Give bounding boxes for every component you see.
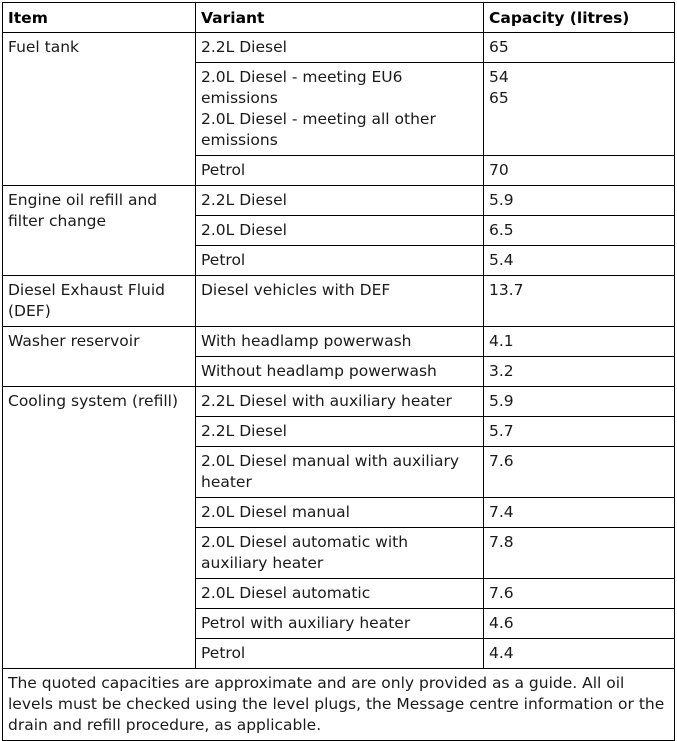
capacity-line: 54	[489, 68, 509, 86]
variant-cell: Without headlamp powerwash	[196, 357, 484, 387]
capacity-cell: 5.9	[484, 387, 675, 417]
variant-cell: Petrol	[196, 246, 484, 276]
capacity-cell: 5.9	[484, 186, 675, 216]
variant-cell	[196, 63, 484, 156]
capacity-cell: 7.8	[484, 528, 675, 579]
variant-line: 2.0L Diesel - meeting EU6 emissions	[201, 68, 403, 107]
item-fuel-tank: Fuel tank	[3, 33, 196, 186]
variant-cell: Petrol	[196, 639, 484, 669]
variant-cell: 2.2L Diesel	[196, 417, 484, 447]
capacity-cell: 4.6	[484, 609, 675, 639]
item-def: Diesel Exhaust Fluid (DEF)	[3, 276, 196, 327]
capacity-line: 65	[489, 89, 509, 107]
header-row	[3, 3, 675, 33]
header-item: Item	[3, 3, 196, 33]
header-variant: Variant	[196, 3, 484, 33]
capacity-cell: 6.5	[484, 216, 675, 246]
variant-cell: Diesel vehicles with DEF	[196, 276, 484, 327]
capacity-cell: 7.6	[484, 447, 675, 498]
variant-cell: 2.0L Diesel	[196, 216, 484, 246]
capacity-cell	[484, 63, 675, 156]
capacity-cell: 4.1	[484, 327, 675, 357]
variant-cell: 2.2L Diesel	[196, 186, 484, 216]
capacity-cell: 4.4	[484, 639, 675, 669]
capacities-table	[2, 2, 675, 741]
capacity-cell: 70	[484, 156, 675, 186]
capacity-cell: 5.4	[484, 246, 675, 276]
table-row	[3, 186, 675, 216]
capacity-cell: 7.6	[484, 579, 675, 609]
capacities-note: The quoted capacities are approximate and are only provided as a guide. All oil levels must be checked using the level plugs, the Message centre information or the drain and refill procedure, as applicable.	[3, 669, 675, 741]
item-cooling-system: Cooling system (refill)	[3, 387, 196, 669]
capacity-cell: 65	[484, 33, 675, 63]
note-row	[3, 669, 675, 741]
variant-cell: 2.0L Diesel automatic	[196, 579, 484, 609]
variant-cell: 2.0L Diesel automatic with auxiliary heater	[196, 528, 484, 579]
item-washer-reservoir: Washer reservoir	[3, 327, 196, 387]
item-engine-oil: Engine oil refill and filter change	[3, 186, 196, 276]
variant-cell: 2.2L Diesel with auxiliary heater	[196, 387, 484, 417]
capacity-cell: 3.2	[484, 357, 675, 387]
variant-cell: With headlamp powerwash	[196, 327, 484, 357]
variant-cell: Petrol with auxiliary heater	[196, 609, 484, 639]
variant-cell: Petrol	[196, 156, 484, 186]
table-row	[3, 33, 675, 63]
variant-cell: 2.2L Diesel	[196, 33, 484, 63]
table-row	[3, 276, 675, 327]
variant-cell: 2.0L Diesel manual with auxiliary heater	[196, 447, 484, 498]
header-capacity: Capacity (litres)	[484, 3, 675, 33]
table-row	[3, 387, 675, 417]
variant-line: 2.0L Diesel - meeting all other emissions	[201, 110, 436, 149]
capacity-cell: 5.7	[484, 417, 675, 447]
table-row	[3, 327, 675, 357]
capacity-cell: 7.4	[484, 498, 675, 528]
capacity-cell: 13.7	[484, 276, 675, 327]
variant-cell: 2.0L Diesel manual	[196, 498, 484, 528]
